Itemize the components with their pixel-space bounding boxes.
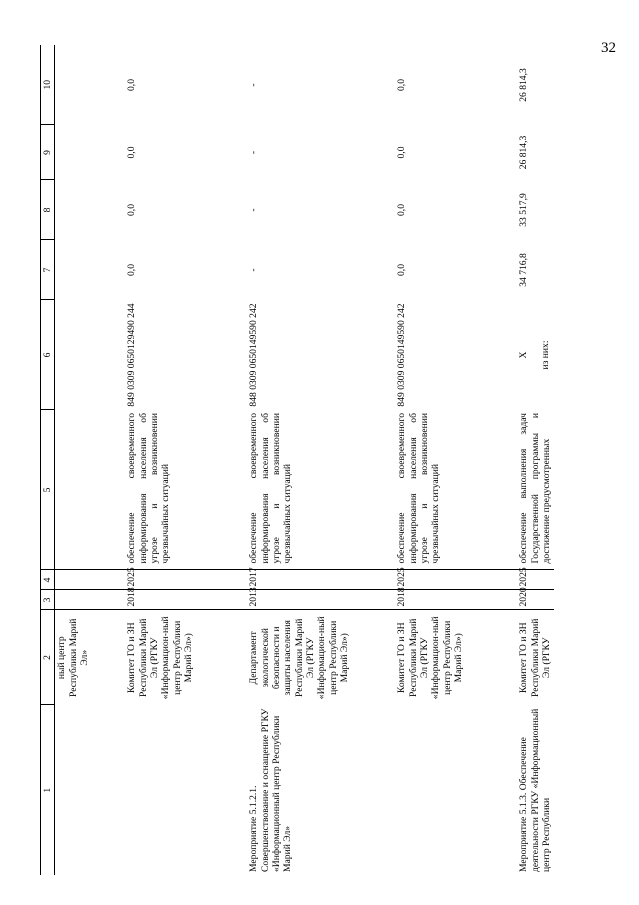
- cell-value-10: 26 814,3: [518, 68, 530, 102]
- cell-value-7: [55, 240, 125, 300]
- cell-value-9: [55, 125, 125, 180]
- cell-end-year: [55, 570, 125, 590]
- cell-start-year: 2018: [124, 590, 246, 610]
- cell-result: обеспечение своевременного информирования населения об угрозе и возникновении чрезвычайных ситуаций: [126, 413, 172, 564]
- col-header-4: 4: [41, 570, 55, 590]
- cell-budget-code: [516, 300, 554, 410]
- cell-executor: Комитет ГО и ЗН Республики Марий Эл (РГКУ: [516, 610, 554, 705]
- cell-result: обеспечение выполнения задач Государственной программы и достижение предусмотренных: [518, 413, 552, 564]
- cell-event: [124, 705, 246, 875]
- cell-budget-code: 848 0309 0650149590 242: [248, 303, 260, 407]
- cell-executor: Комитет ГО и ЗН Республики Марий Эл (РГКУ «Информацион-ный центр Республики Марий Эл»): [124, 610, 246, 705]
- cell-result: [55, 410, 125, 570]
- program-table: [40, 45, 554, 875]
- col-header-3: 3: [41, 590, 55, 610]
- cell-result: обеспечение своевременного информирования населения об угрозе и возникновении чрезвычайных ситуаций: [396, 413, 442, 564]
- cell-start-year: [55, 590, 125, 610]
- table-row: [516, 45, 554, 875]
- cell-event: Мероприятие 5.1.3. Обеспечение деятельности РГКУ «Информационный центр Республики: [518, 708, 552, 872]
- cell-value-10: 0,0: [126, 79, 138, 91]
- cell-event: Мероприятие 5.1.2.1. Совершенствование и оснащение РГКУ «Информационный центр Республики Марий Эл»: [248, 708, 294, 872]
- cell-budget-code-value: X: [518, 351, 530, 359]
- page-number: 32: [601, 40, 616, 56]
- cell-end-year: 2025: [516, 570, 554, 590]
- cell-value-10: [55, 45, 125, 125]
- column-number-row: [41, 45, 55, 875]
- cell-value-10: 0,0: [396, 79, 408, 91]
- col-header-5: 5: [41, 410, 55, 570]
- cell-value-8: 33 517,9: [518, 193, 530, 227]
- cell-end-year: 2025: [394, 570, 516, 590]
- col-header-2: 2: [41, 610, 55, 705]
- cell-value-7: 0,0: [126, 264, 138, 276]
- cell-budget-code: [55, 300, 125, 410]
- col-header-10: 10: [41, 45, 55, 125]
- cell-end-year: 2017: [246, 570, 394, 590]
- col-header-7: 7: [41, 240, 55, 300]
- col-header-6: 6: [41, 300, 55, 410]
- cell-value-7: 34 716,8: [518, 253, 530, 287]
- cell-value-10: -: [248, 83, 260, 87]
- cell-executor: Комитет ГО и ЗН Республики Марий Эл (РГКУ «Информацион-ный центр Республики Марий Эл»): [394, 610, 516, 705]
- col-header-8: 8: [41, 180, 55, 240]
- table-row: [55, 45, 125, 875]
- rotated-table-page: [40, 45, 600, 875]
- table-row: [246, 45, 394, 875]
- cell-executor: Департамент экологической безопасности и защиты населения Республики Марий Эл (РГКУ «Информацион-ный центр Республики Марий Эл»): [246, 610, 394, 705]
- table-row: [124, 45, 246, 875]
- cell-event: [394, 705, 516, 875]
- col-header-1: 1: [41, 705, 55, 875]
- cell-value-8: -: [248, 208, 260, 212]
- cell-value-9: 0,0: [126, 146, 138, 159]
- cell-value-7: -: [248, 268, 260, 272]
- col-header-9: 9: [41, 125, 55, 180]
- cell-result: обеспечение своевременного информирования населения об угрозе и возникновении чрезвычайных ситуаций: [248, 413, 294, 564]
- cell-event: [55, 705, 125, 875]
- cell-value-8: 0,0: [396, 204, 408, 216]
- cell-value-8: [55, 180, 125, 240]
- cell-value-9: -: [248, 150, 260, 155]
- cell-value-8: 0,0: [126, 204, 138, 216]
- cell-budget-code-subnote: из них:: [539, 340, 551, 370]
- cell-value-9: 0,0: [396, 146, 408, 159]
- cell-start-year: 2020: [516, 590, 554, 610]
- cell-value-9: 26 814,3: [518, 135, 530, 170]
- cell-executor: ный центр Республики Марий Эл»: [55, 610, 125, 705]
- cell-end-year: 2025: [124, 570, 246, 590]
- table-row: [394, 45, 516, 875]
- cell-budget-code: 849 0309 0650129490 244: [126, 303, 138, 407]
- cell-value-7: 0,0: [396, 264, 408, 276]
- cell-budget-code: 849 0309 0650149590 242: [396, 303, 408, 407]
- cell-start-year: 2013: [246, 590, 394, 610]
- cell-start-year: 2018: [394, 590, 516, 610]
